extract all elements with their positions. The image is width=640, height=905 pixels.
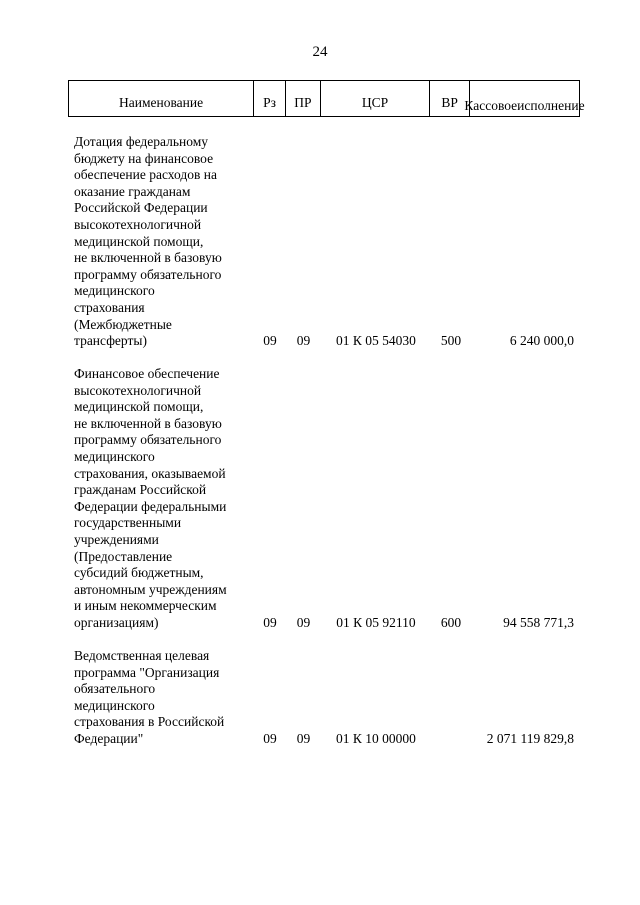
header-name: Наименование bbox=[69, 81, 254, 116]
row-name: Дотация федеральному бюджету на финансовое обеспечение расходов на оказание гражданам Российской Федерации высокотехнологичной медицинской помощи, не включенной в базовую программу обязательного медицинского страхования (Межбюджетные трансферты) bbox=[74, 134, 222, 349]
header-csr: ЦСР bbox=[321, 81, 430, 116]
row-csr: 01 К 05 54030 bbox=[336, 333, 416, 349]
row-pr: 09 bbox=[296, 614, 311, 630]
header-vr: ВР bbox=[430, 81, 470, 116]
header-sum bbox=[464, 81, 585, 116]
row-vr: 500 bbox=[440, 333, 462, 349]
header-sum-line1: Кассовое bbox=[464, 98, 518, 113]
row-vr: 600 bbox=[440, 614, 462, 630]
page-number: 24 bbox=[312, 44, 328, 60]
row-rz: 09 bbox=[263, 333, 277, 349]
table-row bbox=[68, 366, 580, 632]
row-name: Ведомственная целевая программа "Организация обязательного медицинского страхования в Российской Федерации" bbox=[74, 648, 225, 746]
table-header bbox=[68, 80, 585, 117]
table-row bbox=[68, 648, 580, 748]
header-sum-line2: исполнение bbox=[517, 98, 585, 113]
row-rz: 09 bbox=[263, 614, 277, 630]
budget-table bbox=[68, 80, 585, 117]
header-pr: ПР bbox=[286, 81, 321, 116]
row-pr: 09 bbox=[296, 730, 311, 746]
row-pr: 09 bbox=[296, 333, 311, 349]
header-rz: Рз bbox=[254, 81, 286, 116]
row-sum: 6 240 000,0 bbox=[509, 333, 574, 349]
table-row bbox=[68, 134, 580, 350]
row-sum: 2 071 119 829,8 bbox=[486, 730, 574, 746]
row-sum: 94 558 771,3 bbox=[503, 614, 574, 630]
row-rz: 09 bbox=[263, 730, 277, 746]
row-csr: 01 К 10 00000 bbox=[336, 730, 416, 746]
row-csr: 01 К 05 92110 bbox=[336, 614, 416, 630]
row-name: Финансовое обеспечение высокотехнологичной медицинской помощи, не включенной в базовую программу обязательного медицинского страхования, оказываемой гражданам Российской Федерации федеральными государственными учреждениями (Предоставление субсидий бюджетным, автономным учреждениям и иным некоммерческим организациям) bbox=[74, 366, 227, 630]
